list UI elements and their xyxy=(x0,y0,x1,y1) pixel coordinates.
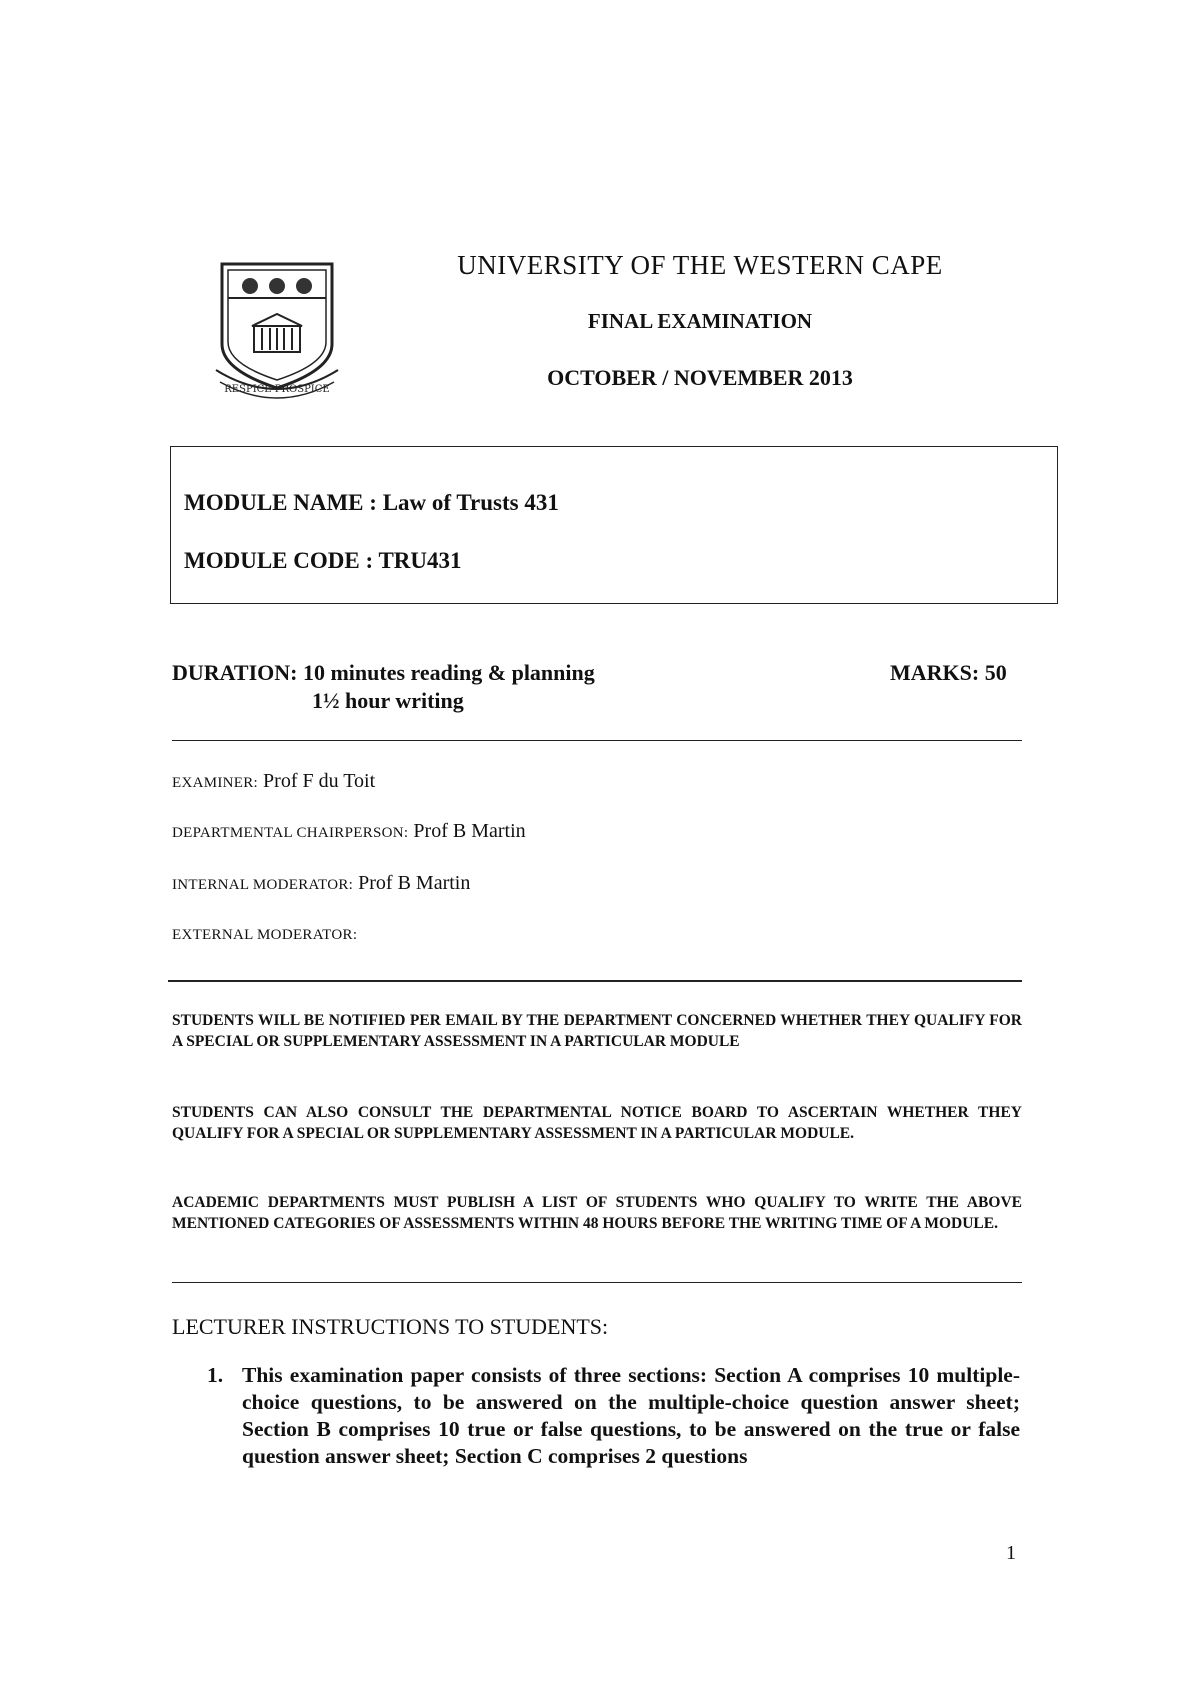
internal-moderator-line xyxy=(172,872,470,895)
instruction-item xyxy=(208,1362,1020,1470)
instructions-title: LECTURER INSTRUCTIONS TO STUDENTS: xyxy=(172,1314,609,1339)
chairperson-line xyxy=(172,820,526,843)
module-code-value: TRU431 xyxy=(378,548,462,573)
module-code-label: MODULE CODE : xyxy=(184,548,374,573)
duration-writing: 1½ hour writing xyxy=(312,688,464,713)
examiner-label: EXAMINER: xyxy=(172,775,259,791)
divider xyxy=(172,740,1022,741)
svg-text:RESPICE PROSPICE: RESPICE PROSPICE xyxy=(224,384,330,395)
chairperson-value: Prof B Martin xyxy=(413,820,526,842)
module-name-label: MODULE NAME : xyxy=(184,490,377,515)
chairperson-label: DEPARTMENTAL CHAIRPERSON: xyxy=(172,825,409,841)
module-name-value: Law of Trusts 431 xyxy=(382,490,559,515)
notice-paragraph: ACADEMIC DEPARTMENTS MUST PUBLISH A LIST OF STUDENTS WHO QUALIFY TO WRITE THE ABOVE MENTIONED CATEGORIES OF ASSESSMENTS WITHIN 48 HOURS BEFORE THE WRITING TIME OF A MODULE. xyxy=(172,1194,1022,1232)
notice-paragraph: STUDENTS WILL BE NOTIFIED PER EMAIL BY THE DEPARTMENT CONCERNED WHETHER THEY QUALIFY FOR A SPECIAL OR SUPPLEMENTARY ASSESSMENT IN A PARTICULAR MODULE xyxy=(172,1012,1022,1050)
instruction-number: 1. xyxy=(207,1363,224,1387)
external-moderator-label: EXTERNAL MODERATOR: xyxy=(172,927,358,943)
total-marks: MARKS: 50 xyxy=(890,660,1007,685)
page-number: 1 xyxy=(1006,1542,1016,1564)
internal-moderator-label: INTERNAL MODERATOR: xyxy=(172,877,354,893)
university-name: UNIVERSITY OF THE WESTERN CAPE xyxy=(457,250,943,280)
exam-period: OCTOBER / NOVEMBER 2013 xyxy=(547,365,853,390)
instruction-text: This examination paper consists of three sections: Section A comprises 10 multiple-choice questions, to be answered on the multiple-choice question answer sheet; Section B comprises 10 true or false questions, to be answered on the true or false question answer sheet; Section C comprises 2 questions xyxy=(242,1363,1020,1468)
internal-moderator-value: Prof B Martin xyxy=(358,872,471,894)
external-moderator-line xyxy=(172,922,357,945)
divider xyxy=(172,1282,1022,1283)
module-name-line xyxy=(184,490,559,516)
examiner-line xyxy=(172,770,375,793)
module-info-box xyxy=(170,446,1058,604)
duration-label: DURATION: xyxy=(172,660,298,685)
examiner-value: Prof F du Toit xyxy=(263,770,376,792)
notice-paragraph: STUDENTS CAN ALSO CONSULT THE DEPARTMENTAL NOTICE BOARD TO ASCERTAIN WHETHER THEY QUALIFY FOR A SPECIAL OR SUPPLEMENTARY ASSESSMENT IN A PARTICULAR MODULE. xyxy=(172,1104,1022,1142)
divider-thick xyxy=(168,980,1022,982)
duration-line xyxy=(172,660,595,686)
university-crest-logo xyxy=(212,258,344,408)
exam-type: FINAL EXAMINATION xyxy=(587,309,813,333)
module-code-line xyxy=(184,548,462,574)
duration-reading: 10 minutes reading & planning xyxy=(302,660,595,685)
